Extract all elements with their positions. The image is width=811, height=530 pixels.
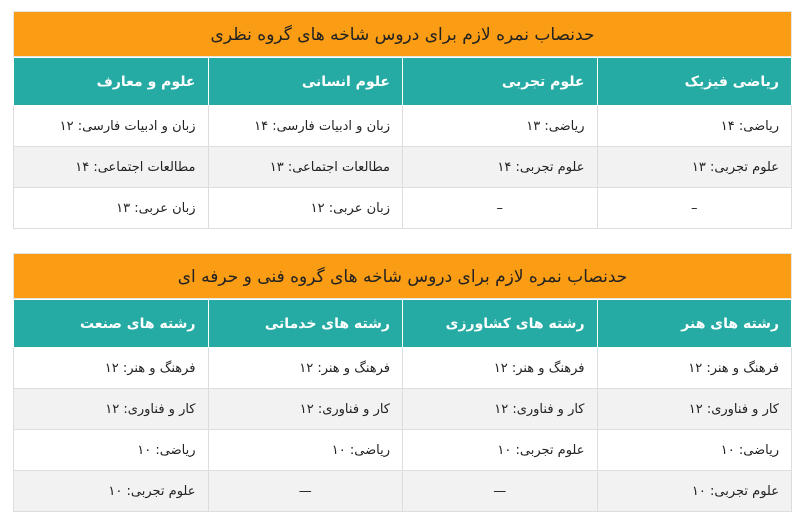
table-row (14, 389, 792, 430)
table-cell-empty: — (208, 471, 403, 512)
table-cell: علوم تجربی: ۱۳ (597, 147, 792, 188)
header-cell-sciences-and-knowledge: علوم و معارف (14, 58, 209, 106)
table-cell: فرهنگ و هنر: ۱۲ (597, 348, 792, 389)
technical-group-title: حدنصاب نمره لازم برای دروس شاخه های گروه فنی و حرفه ای (13, 253, 792, 299)
table-cell: کار و فناوری: ۱۲ (14, 389, 209, 430)
header-cell-industry-fields: رشته های صنعت (14, 300, 209, 348)
table-header-row (14, 300, 792, 348)
table-row (14, 471, 792, 512)
header-cell-experimental-sciences: علوم تجربی (403, 58, 598, 106)
table-row (14, 188, 792, 229)
table-cell: علوم تجربی: ۱۰ (403, 430, 598, 471)
header-cell-humanities: علوم انسانی (208, 58, 403, 106)
table-row (14, 106, 792, 147)
table-cell: ریاضی: ۱۰ (14, 430, 209, 471)
technical-group-section (13, 253, 792, 512)
technical-group-table (13, 299, 792, 512)
header-cell-agriculture-fields: رشته های کشاورزی (403, 300, 598, 348)
table-cell: فرهنگ و هنر: ۱۲ (14, 348, 209, 389)
table-cell: کار و فناوری: ۱۲ (597, 389, 792, 430)
theory-group-section (13, 11, 792, 229)
table-row (14, 430, 792, 471)
header-cell-art-fields: رشته های هنر (597, 300, 792, 348)
table-cell-empty: – (597, 188, 792, 229)
table-cell: ریاضی: ۱۴ (597, 106, 792, 147)
table-cell: ریاضی: ۱۰ (597, 430, 792, 471)
table-cell: کار و فناوری: ۱۲ (403, 389, 598, 430)
table-row (14, 348, 792, 389)
theory-group-title: حدنصاب نمره لازم برای دروس شاخه های گروه نظری (13, 11, 792, 57)
table-cell: فرهنگ و هنر: ۱۲ (208, 348, 403, 389)
table-cell: علوم تجربی: ۱۰ (597, 471, 792, 512)
table-cell: کار و فناوری: ۱۲ (208, 389, 403, 430)
header-cell-math-physics: ریاضی فیزیک (597, 58, 792, 106)
table-cell: علوم تجربی: ۱۴ (403, 147, 598, 188)
table-cell: علوم تجربی: ۱۰ (14, 471, 209, 512)
table-cell: زبان و ادبیات فارسی: ۱۴ (208, 106, 403, 147)
header-cell-service-fields: رشته های خدماتی (208, 300, 403, 348)
table-cell: فرهنگ و هنر: ۱۲ (403, 348, 598, 389)
table-cell: زبان عربی: ۱۲ (208, 188, 403, 229)
table-cell: مطالعات اجتماعی: ۱۳ (208, 147, 403, 188)
table-cell: زبان عربی: ۱۳ (14, 188, 209, 229)
table-row (14, 147, 792, 188)
table-cell: ریاضی: ۱۰ (208, 430, 403, 471)
table-cell-empty: – (403, 188, 598, 229)
theory-group-table (13, 57, 792, 229)
table-cell-empty: — (403, 471, 598, 512)
table-cell: زبان و ادبیات فارسی: ۱۲ (14, 106, 209, 147)
table-cell: ریاضی: ۱۳ (403, 106, 598, 147)
table-header-row (14, 58, 792, 106)
table-cell: مطالعات اجتماعی: ۱۴ (14, 147, 209, 188)
